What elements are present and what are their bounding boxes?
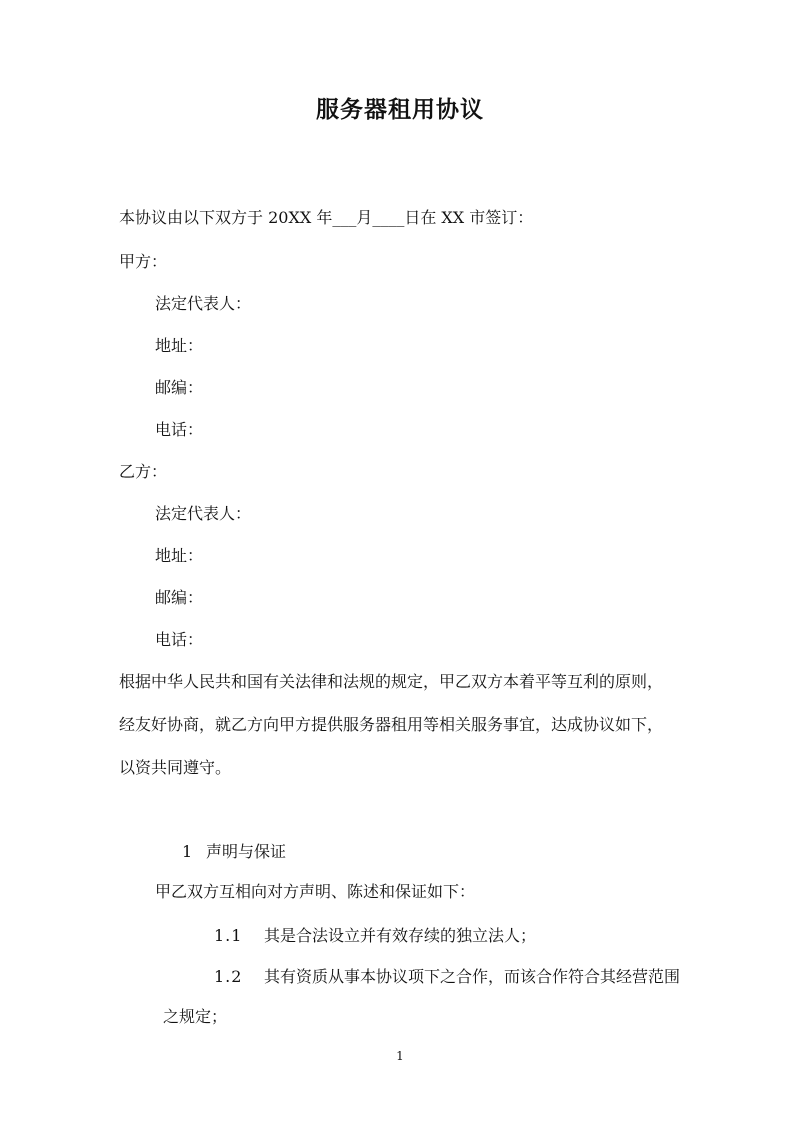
party-a-postcode: 邮编： xyxy=(155,378,204,397)
preamble-line: 以资共同遵守。 xyxy=(119,758,232,777)
clause-1-2 xyxy=(214,965,680,989)
clause-number: 1.2 xyxy=(214,967,243,986)
party-b-address: 地址： xyxy=(155,546,204,565)
party-b-postcode: 邮编： xyxy=(155,588,204,607)
clause-text: 其是合法设立并有效存续的独立法人； xyxy=(264,926,537,945)
party-a-label: 甲方： xyxy=(119,252,168,271)
clause-1-1 xyxy=(214,924,536,948)
document-title: 服务器租用协议 xyxy=(316,96,484,123)
party-a-legal-rep: 法定代表人： xyxy=(155,294,252,313)
party-b-phone: 电话： xyxy=(155,630,204,649)
clause-number: 1.1 xyxy=(214,926,243,945)
party-a-address: 地址： xyxy=(155,336,204,355)
page-number: 1 xyxy=(396,1049,404,1063)
section-intro: 甲乙双方互相向对方声明、陈述和保证如下： xyxy=(155,882,476,901)
party-a-phone: 电话： xyxy=(155,420,204,439)
section-number: 1 xyxy=(182,842,193,861)
section-heading xyxy=(182,840,286,864)
intro-line: 本协议由以下双方于 20XX 年___月____日在 XX 市签订： xyxy=(119,208,534,227)
clause-1-2-continuation: 之规定； xyxy=(163,1007,228,1026)
party-b-legal-rep: 法定代表人： xyxy=(155,504,252,523)
preamble-line: 经友好协商，就乙方向甲方提供服务器租用等相关服务事宜，达成协议如下， xyxy=(119,715,664,734)
clause-text: 其有资质从事本协议项下之合作，而该合作符合其经营范围 xyxy=(264,967,681,986)
party-b-label: 乙方： xyxy=(119,462,168,481)
preamble-line: 根据中华人民共和国有关法律和法规的规定，甲乙双方本着平等互利的原则， xyxy=(119,672,664,691)
section-title: 声明与保证 xyxy=(206,842,287,861)
